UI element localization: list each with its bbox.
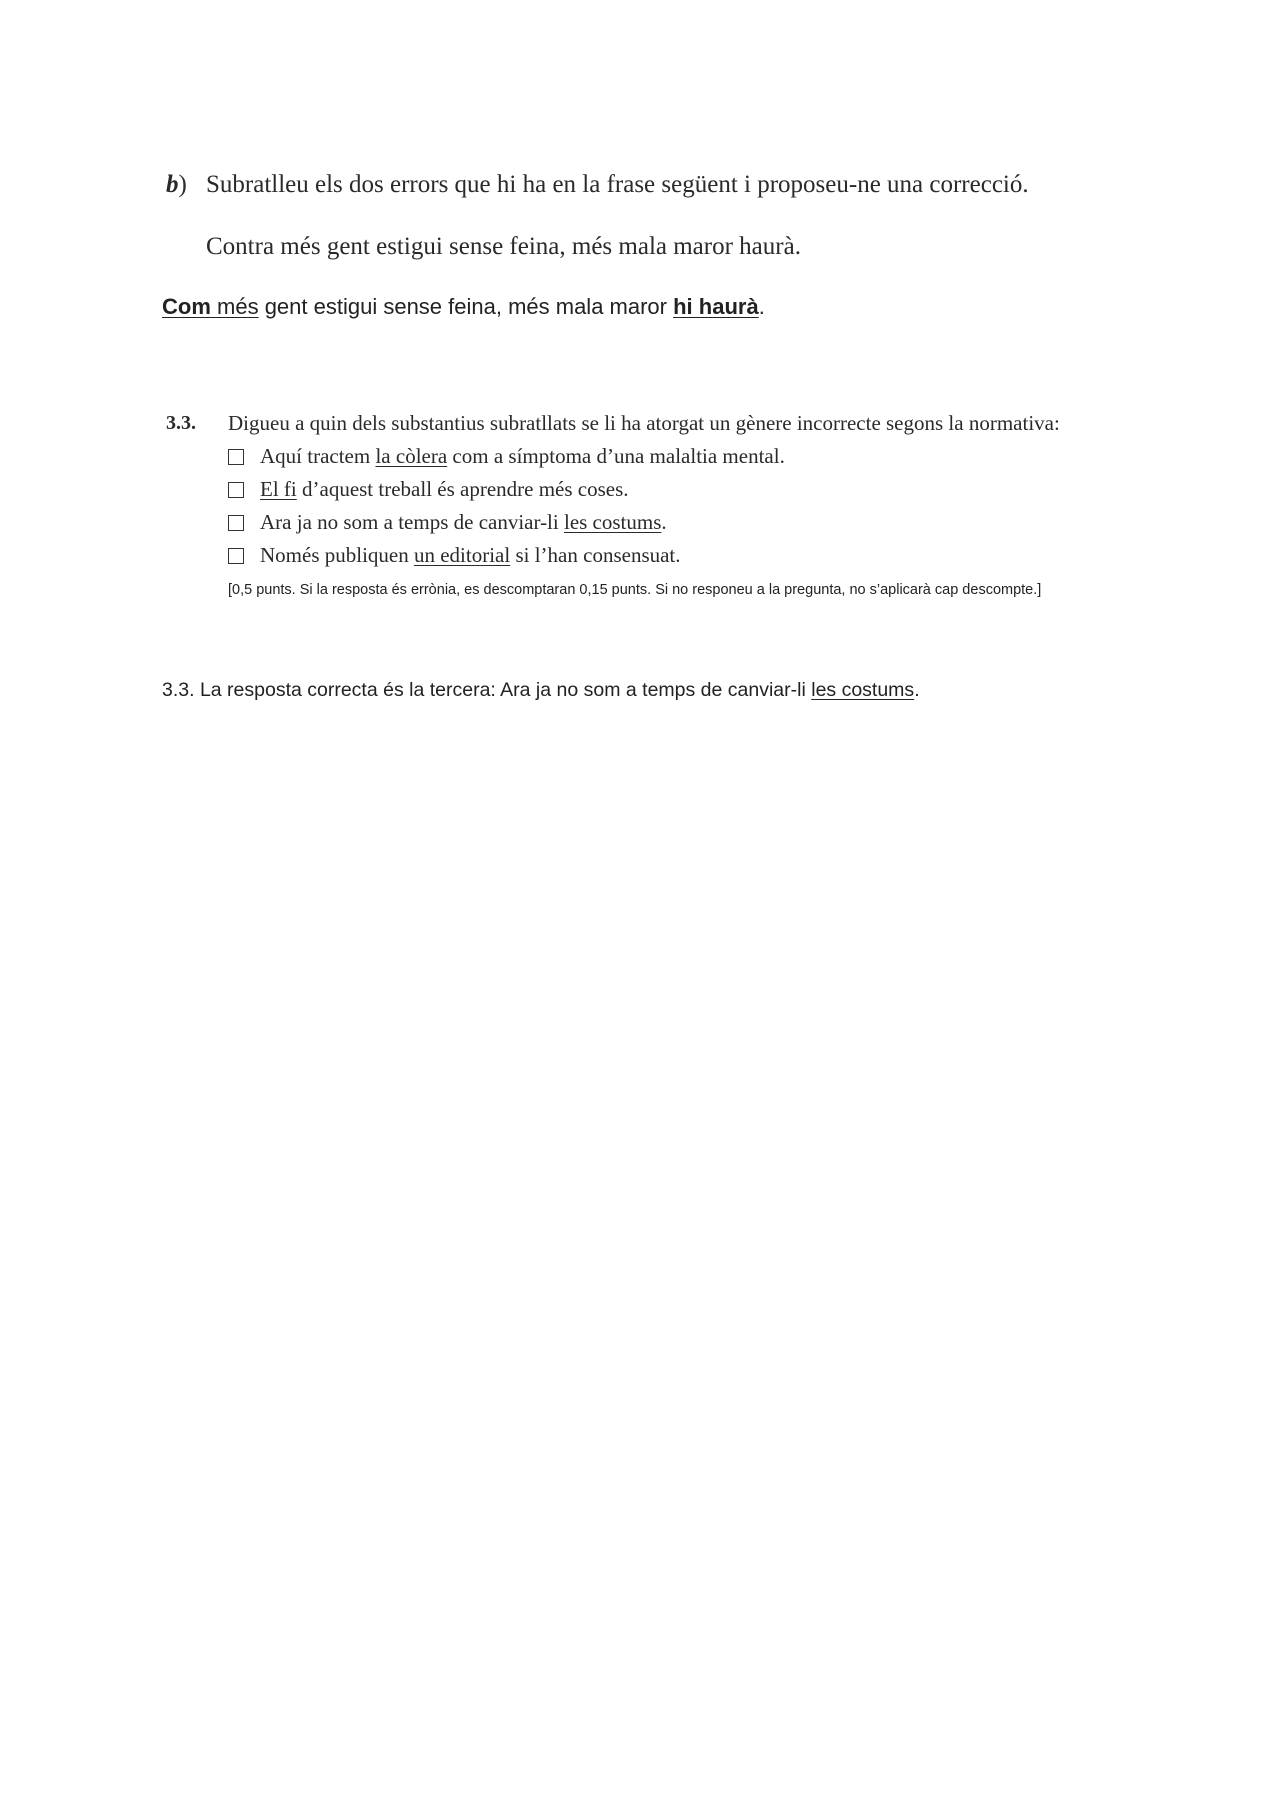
option-3-checkbox[interactable] <box>228 515 244 531</box>
option-2-post: d’aquest treball és aprendre més coses. <box>296 477 629 501</box>
option-2-noun: El fi <box>260 477 297 501</box>
part-b-letter: b <box>166 171 179 198</box>
part-b-sentence: Contra més gent estigui sense feina, més mala maror haurà. <box>206 233 801 260</box>
option-4-noun: un editorial <box>413 543 511 567</box>
option-1-pre: Aquí tractem <box>260 444 376 468</box>
question-prompt: Digueu a quin dels substantius subratllats se li ha atorgat un gènere incorrecte segons la normativa: <box>228 411 1060 435</box>
option-3 <box>228 506 1116 539</box>
option-3-post: . <box>661 510 667 534</box>
options-list <box>228 440 1116 572</box>
part-b-question <box>166 168 1146 264</box>
answer-b-correction-2: més <box>217 294 259 319</box>
question-number: 3.3. <box>166 412 196 434</box>
option-2-checkbox[interactable] <box>228 482 244 498</box>
answer-b-correction-1: Com <box>162 294 211 319</box>
answer-b <box>162 292 765 322</box>
question-body <box>228 410 1116 604</box>
option-2 <box>228 473 1116 506</box>
question-3-3 <box>166 410 1116 604</box>
option-4-text <box>260 539 681 572</box>
option-1 <box>228 440 1116 473</box>
part-b-instruction: Subratlleu els dos errors que hi ha en la frase següent i proposeu-ne una correcció. <box>206 171 1029 198</box>
answer-b-middle: gent estigui sense feina, més mala maror <box>258 294 674 319</box>
answer-3-3 <box>162 676 920 704</box>
option-4-checkbox[interactable] <box>228 548 244 564</box>
part-b-instruction-line <box>166 168 1146 202</box>
part-b-paren: ) <box>178 171 187 198</box>
option-1-noun: la còlera <box>375 444 448 468</box>
answer-3-3-noun: les costums <box>811 679 915 701</box>
option-3-noun: les costums <box>563 510 662 534</box>
option-1-post: com a símptoma d’una malaltia mental. <box>447 444 785 468</box>
option-4-post: si l’han consensuat. <box>510 543 681 567</box>
option-2-text <box>260 473 629 506</box>
answer-b-correction-3: hi haurà <box>673 294 759 319</box>
answer-3-3-end: . <box>914 679 920 701</box>
option-4-pre: Només publiquen <box>260 543 414 567</box>
scoring-note: [0,5 punts. Si la resposta és errònia, es descomptaran 0,15 punts. Si no responeu a la pregunta, no s’aplicarà cap descompte.] <box>228 582 1042 598</box>
option-1-checkbox[interactable] <box>228 449 244 465</box>
part-b-label <box>166 168 206 202</box>
answer-b-end: . <box>758 294 765 319</box>
option-4 <box>228 539 1116 572</box>
option-3-text <box>260 506 667 539</box>
option-1-text <box>260 440 785 473</box>
option-3-pre: Ara ja no som a temps de canviar-li <box>260 510 564 534</box>
answer-3-3-text: 3.3. La resposta correcta és la tercera: Ara ja no som a temps de canviar-li <box>162 679 812 701</box>
